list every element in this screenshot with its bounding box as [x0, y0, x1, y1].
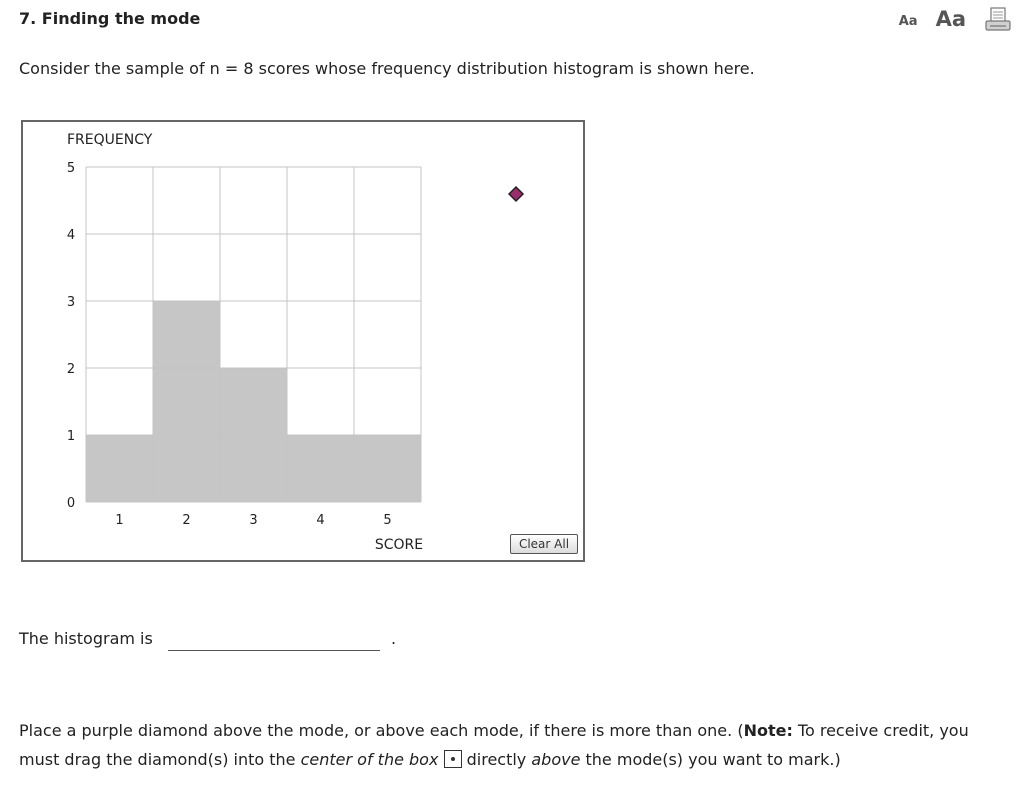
y-tick-label: 1: [66, 429, 76, 444]
problem-statement: Consider the sample of n = 8 scores whose frequency distribution histogram is shown here.: [19, 59, 755, 78]
instructions-part-1: Place a purple diamond above the mode, or above each mode, if there is more than one. (: [19, 721, 744, 740]
answer-prefix: The histogram is: [19, 629, 153, 648]
histogram-panel: [21, 120, 585, 562]
x-tick-label: 4: [316, 513, 325, 528]
y-axis-label: FREQUENCY: [67, 132, 153, 148]
font-size-small-button[interactable]: Aa: [898, 14, 918, 29]
center-of-box-text: center of the box: [300, 750, 439, 769]
print-icon[interactable]: [984, 6, 1012, 32]
x-tick-label: 3: [249, 513, 258, 528]
x-tick-label: 5: [383, 513, 392, 528]
y-tick-label: 4: [66, 228, 76, 243]
toolbar: [899, 6, 1012, 32]
instructions: [19, 716, 1009, 774]
y-tick-label: 2: [66, 362, 76, 377]
histogram-bar: [287, 435, 354, 502]
x-tick-label: 2: [182, 513, 191, 528]
instructions-part-2: To receive credit, you must drag the diamond(s) into the: [19, 721, 969, 769]
above-text: above: [531, 750, 581, 769]
y-tick-label: 0: [66, 496, 76, 511]
diamond-icon[interactable]: [509, 187, 523, 201]
histogram-chart: [23, 122, 583, 560]
note-label: Note:: [743, 721, 793, 740]
answer-suffix: .: [391, 629, 397, 648]
histogram-bar: [354, 435, 421, 502]
y-tick-label: 3: [66, 295, 76, 310]
clear-all-button[interactable]: Clear All: [510, 534, 578, 554]
instructions-part-3: directly: [461, 750, 532, 769]
x-axis-label: SCORE: [374, 537, 424, 553]
font-size-large-button[interactable]: Aa: [935, 7, 966, 31]
x-tick-label: 1: [115, 513, 124, 528]
histogram-bar: [153, 301, 220, 502]
y-tick-label: 5: [66, 161, 76, 176]
histogram-bar: [86, 435, 153, 502]
instructions-part-4: the mode(s) you want to mark.): [580, 750, 841, 769]
purple-diamond-marker[interactable]: [509, 187, 523, 201]
target-box-icon: [444, 750, 462, 768]
answer-dropdown[interactable]: [168, 632, 380, 651]
question-title: 7. Finding the mode: [19, 9, 201, 28]
